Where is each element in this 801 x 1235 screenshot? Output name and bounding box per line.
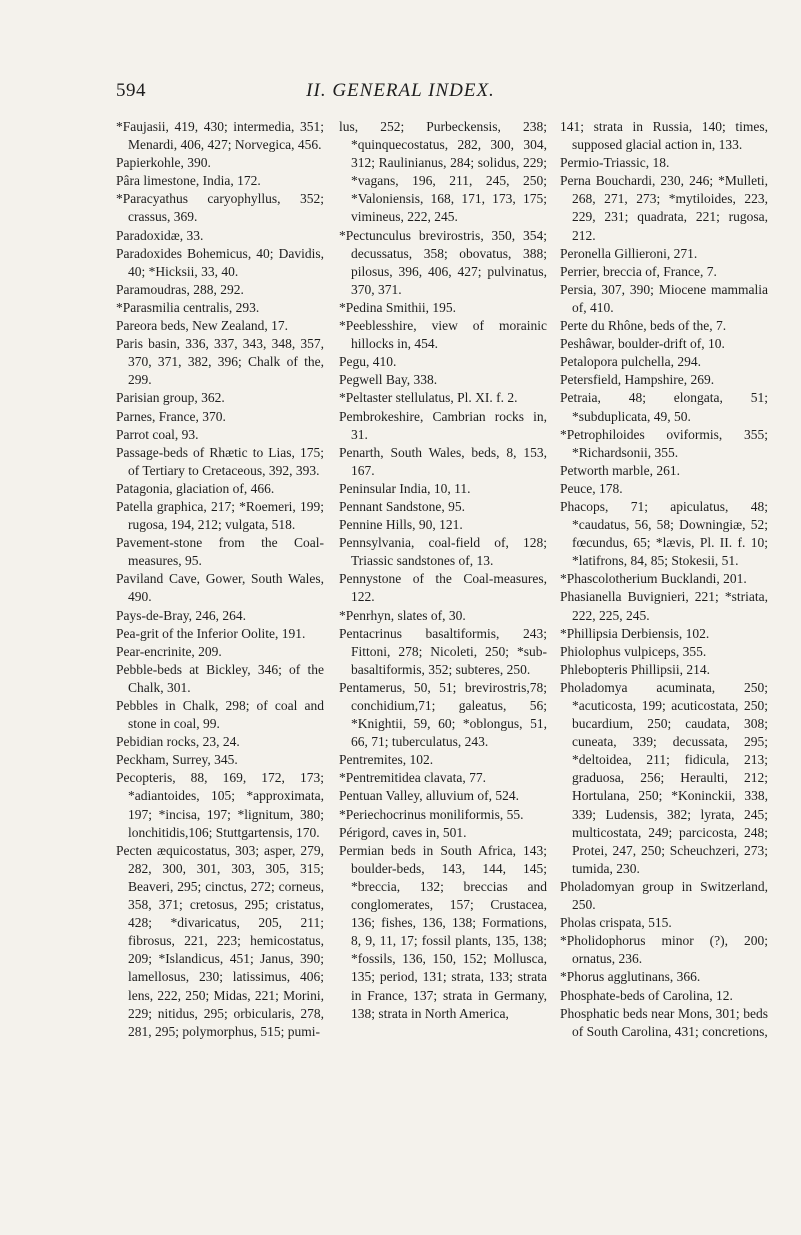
index-entry: Pâra limestone, India, 172. [116, 173, 261, 189]
index-entry: Patella graphica, 217; *Roemeri, 199; rugosa, 194, 212; vulgata, 518. [116, 498, 324, 533]
index-entry: Phlebopteris Phillipsii, 214. [560, 661, 711, 677]
index-entry: Pennsylvania, coal-field of, 128; Triassic sandstones of, 13. [339, 535, 547, 569]
index-entry: Parisian group, 362. [116, 390, 225, 406]
index-entry: *Phorus agglutinans, 366. [560, 969, 701, 985]
index-entry: Peuce, 178. [560, 480, 623, 496]
index-entry: Pecopteris, 88, 169, 172, 173; *adiantoides, 105; *approximata, 197; *incisa, 197; *lignitum, 380; lonchitidis,106; Stuttgartensis, 170. [116, 770, 324, 840]
index-entry: Pentacrinus basaltiformis, 243; Fittoni, 278; Nicoleti, 250; *sub-basaltiformis, 352; subteres, 250. [339, 625, 547, 677]
index-entry: Permio-Triassic, 18. [560, 155, 670, 171]
index-entry: Peshâwar, boulder-drift of, 10. [560, 336, 725, 352]
index-entry: Perte du Rhône, beds of the, 7. [560, 318, 727, 334]
index-entry: Parnes, France, 370. [116, 408, 226, 424]
index-entry: Pareora beds, New Zealand, 17. [116, 318, 289, 334]
index-entry: Pebble-beds at Bickley, 346; of the Chalk, 301. [116, 661, 324, 695]
index-entry: Pennystone of the Coal-measures, 122. [339, 571, 547, 605]
index-entry: Pholadomya acuminata, 250; *acuticosta, 199; acuticostata, 250; bucardium, 250; caudata, 308; cuneata, 339; decussata, 295; *deltoidea, 211; fidicula, 213; graduosa, 256; Heraulti, 212; Hortulana, 250; *Koninckii, 338, 339; Ludensis, 382; lyrata, 245; multicostata, 249; parcicosta, 248; Protei, 247, 250; Scheuchzeri, 273; tumida, 230. [560, 679, 768, 876]
index-entry: *Peltaster stellulatus, Pl. XI. f. 2. [339, 390, 518, 406]
index-entry: *Penrhyn, slates of, 30. [339, 607, 466, 623]
index-entry: *Pedina Smithii, 195. [339, 299, 457, 315]
index-entry: *Pholidophorus minor (?), 200; ornatus, 236. [560, 933, 768, 967]
index-entry: 141; strata in Russia, 140; times, supposed glacial action in, 133. [560, 119, 768, 153]
index-entry: Petersfield, Hampshire, 269. [560, 372, 715, 388]
index-entry: Pholadomyan group in Switzerland, 250. [560, 878, 768, 913]
index-entry: Pegu, 410. [339, 354, 397, 370]
index-entry: Patagonia, glaciation of, 466. [116, 480, 275, 496]
index-entry: *Phillipsia Derbiensis, 102. [560, 625, 710, 641]
index-entry: Phosphate-beds of Carolina, 12. [560, 987, 733, 1003]
running-title: II. GENERAL INDEX. [306, 80, 495, 101]
index-entry: Pholas crispata, 515. [560, 915, 672, 931]
index-entry: Perna Bouchardi, 230, 246; *Mulleti, 268, 271, 273; *mytiloides, 223, 229, 231; quadrata, 221; rugosa, 212. [560, 173, 768, 243]
index-entry: Paradoxides Bohemicus, 40; Davidis, 40; *Hicksii, 33, 40. [116, 245, 324, 279]
index-entry: Phasianella Buvignieri, 221; *striata, 222, 225, 245. [560, 589, 768, 623]
index-entry: Peckham, Surrey, 345. [116, 752, 238, 768]
index-entry: Penarth, South Wales, beds, 8, 153, 167. [339, 444, 547, 478]
index-entry: Pentremites, 102. [339, 752, 434, 768]
index-entry: *Pentremitidea clavata, 77. [339, 770, 486, 786]
index-entry: Pebidian rocks, 23, 24. [116, 734, 240, 750]
index-entry: *Periechocrinus moniliformis, 55. [339, 806, 524, 822]
page-header [0, 80, 801, 104]
index-entry: *Parasmilia centralis, 293. [116, 299, 260, 315]
index-entry: Papierkohle, 390. [116, 155, 211, 171]
index-entry: *Petrophiloides oviformis, 355; *Richardsonii, 355. [560, 426, 768, 460]
index-entry: Pays-de-Bray, 246, 264. [116, 607, 246, 623]
index-entry: Pennine Hills, 90, 121. [339, 517, 463, 533]
index-entry: Pentamerus, 50, 51; brevirostris,78; conchidium,71; galeatus, 56; *Knightii, 59, 60; *oblongus, 51, 66, 71; tuberculatus, 243. [339, 679, 547, 750]
index-entry: Pentuan Valley, alluvium of, 524. [339, 788, 519, 804]
index-column-3 [560, 118, 768, 1041]
index-column-2 [339, 118, 547, 1023]
index-entry: Persia, 307, 390; Miocene mammalia of, 410. [560, 281, 768, 315]
index-entry: *Paracyathus caryophyllus, 352; crassus, 369. [116, 191, 324, 225]
index-entry: Paradoxidæ, 33. [116, 227, 204, 243]
index-entry: Phosphatic beds near Mons, 301; beds of South Carolina, 431; concretions, [560, 1005, 768, 1039]
index-entry: Paramoudras, 288, 292. [116, 281, 244, 297]
index-entry: Petworth marble, 261. [560, 462, 680, 478]
page-number: 594 [116, 80, 146, 101]
index-entry: Pecten æquicostatus, 303; asper, 279, 282, 300, 301, 303, 305, 315; Beaveri, 295; cinctus, 272; corneus, 358, 371; cretosus, 295; cristatus, 428; *divaricatus, 205, 211; fibrosus, 221, 223; hemicostatus, 209; *Islandicus, 451; Janus, 390; lamellosus, 230; latissimus, 406; lens, 222, 250; Midas, 221; Morini, 229; nitidus, 295; orbicularis, 278, 281, 295; polymorphus, 515; pumi- [116, 842, 324, 1039]
index-entry: lus, 252; Purbeckensis, 238; *quinquecostatus, 282, 300, 304, 312; Raulinianus, 284; solidus, 229; *vagans, 196, 211, 245, 250; *Valoniensis, 168, 171, 173, 175; vimineus, 222, 245. [339, 119, 547, 225]
index-entry: Peninsular India, 10, 11. [339, 480, 471, 496]
index-entry: Permian beds in South Africa, 143; boulder-beds, 143, 144, 145; *breccia, 132; breccias and conglomerates, 157; Crustacea, 136; fishes, 136, 138; Formations, 8, 9, 11, 17; fossil plants, 135, 138; *fossils, 136, 150, 152; Mollusca, 135; period, 131; strata, 133; strata in France, 137; strata in Germany, 138; strata in North America, [339, 842, 547, 1021]
index-entry: *Phascolotherium Bucklandi, 201. [560, 571, 747, 587]
index-entry: Phiolophus vulpiceps, 355. [560, 643, 707, 659]
index-entry: *Pectunculus brevirostris, 350, 354; decussatus, 358; obovatus, 388; pilosus, 396, 406, 427; pulvinatus, 370, 371. [339, 227, 547, 297]
index-entry: Phacops, 71; apiculatus, 48; *caudatus, 56, 58; Downingiæ, 52; fœcundus, 65; *lævis, Pl. II. f. 10; *latifrons, 84, 85; Stokesii, 51. [560, 498, 768, 569]
index-entry: Pea-grit of the Inferior Oolite, 191. [116, 625, 306, 641]
index-entry: Passage-beds of Rhætic to Lias, 175; of Tertiary to Cretaceous, 392, 393. [116, 444, 324, 478]
index-column-1 [116, 118, 324, 1041]
index-entry: Pegwell Bay, 338. [339, 372, 438, 388]
index-entry: Perrier, breccia of, France, 7. [560, 263, 717, 279]
index-entry: Pebbles in Chalk, 298; of coal and stone in coal, 99. [116, 698, 324, 732]
index-entry: Parrot coal, 93. [116, 426, 199, 442]
index-entry: Pear-encrinite, 209. [116, 643, 222, 659]
index-entry: *Faujasii, 419, 430; intermedia, 351; Menardi, 406, 427; Norvegica, 456. [116, 119, 324, 153]
index-entry: Peronella Gillieroni, 271. [560, 245, 698, 261]
index-entry: Pavement-stone from the Coal-measures, 95. [116, 535, 324, 569]
index-entry: Pennant Sandstone, 95. [339, 498, 465, 514]
index-entry: Pembrokeshire, Cambrian rocks in, 31. [339, 408, 547, 442]
index-entry: Paris basin, 336, 337, 343, 348, 357, 370, 371, 382, 396; Chalk of the, 299. [116, 336, 324, 388]
index-entry: *Peeblesshire, view of morainic hillocks in, 454. [339, 318, 547, 352]
index-entry: Petalopora pulchella, 294. [560, 354, 701, 370]
index-entry: Paviland Cave, Gower, South Wales, 490. [116, 571, 324, 605]
index-entry: Petraia, 48; elongata, 51; *subduplicata, 49, 50. [560, 390, 768, 424]
index-entry: Périgord, caves in, 501. [339, 824, 467, 840]
